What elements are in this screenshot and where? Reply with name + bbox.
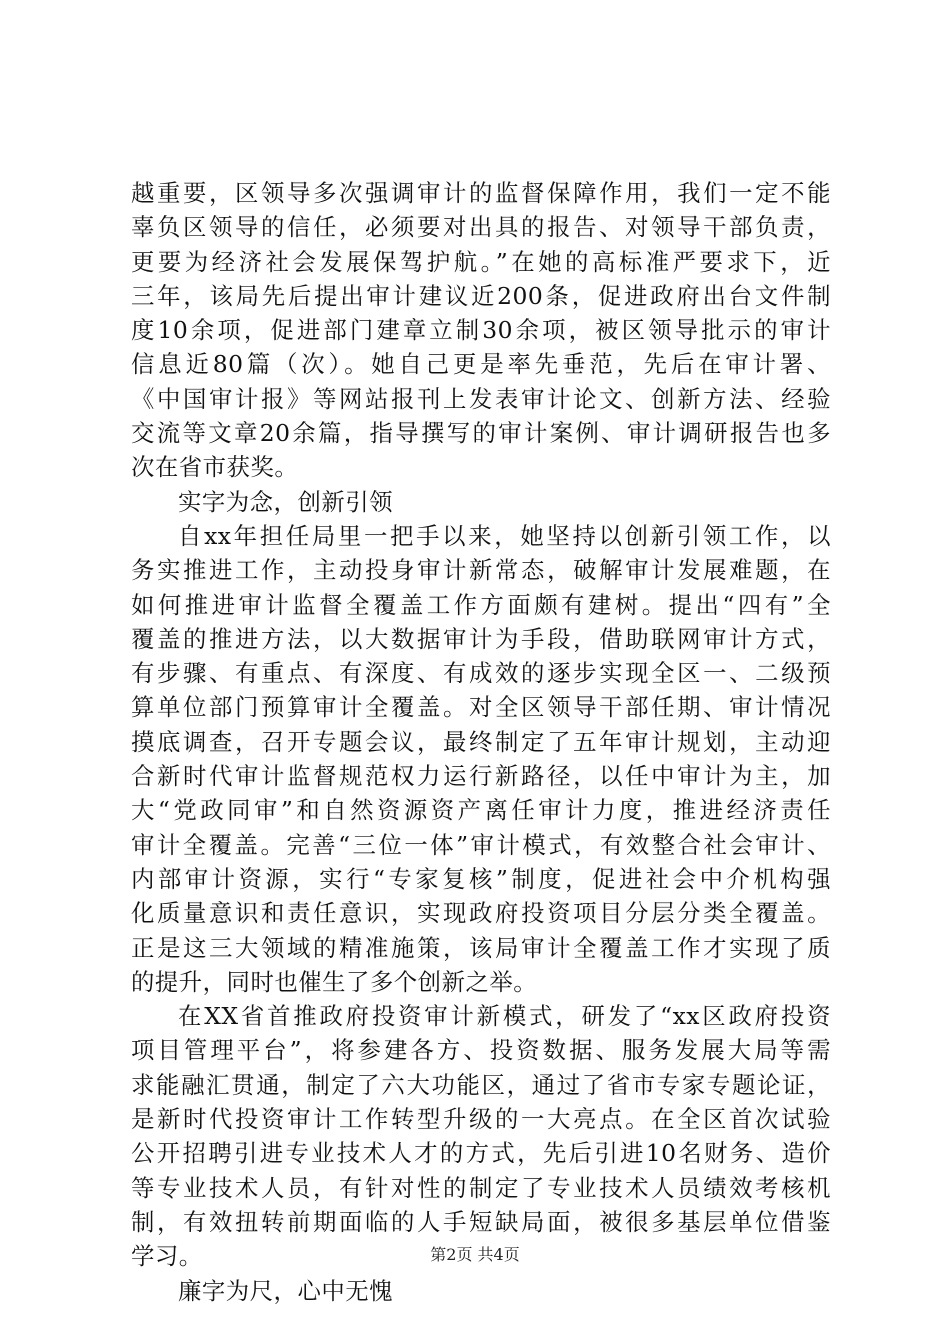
paragraph-line: 学习。 bbox=[131, 1242, 203, 1271]
paragraph-line: 三年，该局先后提出审计建议近200条，促进政府出台文件制 bbox=[131, 281, 831, 310]
paragraph-line: 等专业技术人员，有针对性的制定了专业技术人员绩效考核机 bbox=[131, 1173, 831, 1202]
paragraph-line: 度10余项，促进部门建章立制30余项，被区领导批示的审计 bbox=[131, 316, 831, 345]
paragraph-line: 次在省市获奖。 bbox=[131, 453, 299, 482]
paragraph-line: 务实推进工作，主动投身审计新常态，破解审计发展难题，在 bbox=[131, 556, 831, 585]
paragraph-line: 正是这三大领域的精准施策，该局审计全覆盖工作才实现了质 bbox=[131, 933, 831, 962]
paragraph-line: 合新时代审计监督规范权力运行新路径，以任中审计为主，加 bbox=[131, 762, 831, 791]
paragraph-line: 摸底调查，召开专题会议，最终制定了五年审计规划，主动迎 bbox=[131, 727, 831, 756]
paragraph-line: 制，有效扭转前期面临的人手短缺局面，被很多基层单位借鉴 bbox=[131, 1207, 831, 1236]
paragraph-line: 算单位部门预算审计全覆盖。对全区领导干部任期、审计情况 bbox=[131, 693, 831, 722]
paragraph-line: 项目管理平台”，将参建各方、投资数据、服务发展大局等需 bbox=[131, 1036, 831, 1065]
paragraph-line: 辜负区领导的信任，必须要对出具的报告、对领导干部负责， bbox=[131, 213, 831, 242]
paragraph-line: 《中国审计报》等网站报刊上发表审计论文、创新方法、经验 bbox=[131, 384, 831, 413]
paragraph-line: 审计全覆盖。完善“三位一体”审计模式，有效整合社会审计、 bbox=[131, 830, 831, 859]
section-heading: 廉字为尺，心中无愧 bbox=[178, 1276, 394, 1305]
paragraph-line: 的提升，同时也催生了多个创新之举。 bbox=[131, 967, 538, 996]
paragraph-line: 自xx年担任局里一把手以来，她坚持以创新引领工作，以 bbox=[178, 521, 831, 550]
document-body bbox=[131, 176, 831, 1308]
section-heading: 实字为念，创新引领 bbox=[178, 487, 394, 516]
paragraph-line: 化质量意识和责任意识，实现政府投资项目分层分类全覆盖。 bbox=[131, 899, 831, 928]
paragraph-line: 求能融汇贯通，制定了六大功能区，通过了省市专家专题论证， bbox=[131, 1070, 831, 1099]
paragraph-line: 内部审计资源，实行“专家复核”制度，促进社会中介机构强 bbox=[131, 864, 831, 893]
paragraph-line: 交流等文章20余篇，指导撰写的审计案例、审计调研报告也多 bbox=[131, 419, 831, 448]
paragraph-line: 大“党政同审”和自然资源资产离任审计力度，推进经济责任 bbox=[131, 796, 831, 825]
paragraph-line: 公开招聘引进专业技术人才的方式，先后引进10名财务、造价 bbox=[131, 1139, 831, 1168]
paragraph-line: 覆盖的推进方法，以大数据审计为手段，借助联网审计方式， bbox=[131, 624, 831, 653]
page-footer bbox=[0, 1245, 950, 1265]
paragraph-line: 是新时代投资审计工作转型升级的一大亮点。在全区首次试验 bbox=[131, 1105, 831, 1134]
paragraph-line: 在XX省首推政府投资审计新模式，研发了“xx区政府投资 bbox=[178, 1002, 831, 1031]
paragraph-line: 越重要，区领导多次强调审计的监督保障作用，我们一定不能 bbox=[131, 179, 831, 207]
paragraph-line: 如何推进审计监督全覆盖工作方面颇有建树。提出“四有”全 bbox=[131, 590, 831, 619]
page-number: 第2页 共4页 bbox=[430, 1245, 520, 1264]
paragraph-line: 信息近80篇（次）。她自己更是率先垂范，先后在审计署、 bbox=[131, 350, 831, 379]
paragraph-line: 更要为经济社会发展保驾护航。”在她的高标准严要求下，近 bbox=[131, 247, 831, 276]
paragraph-line: 有步骤、有重点、有深度、有成效的逐步实现全区一、二级预 bbox=[131, 659, 831, 688]
